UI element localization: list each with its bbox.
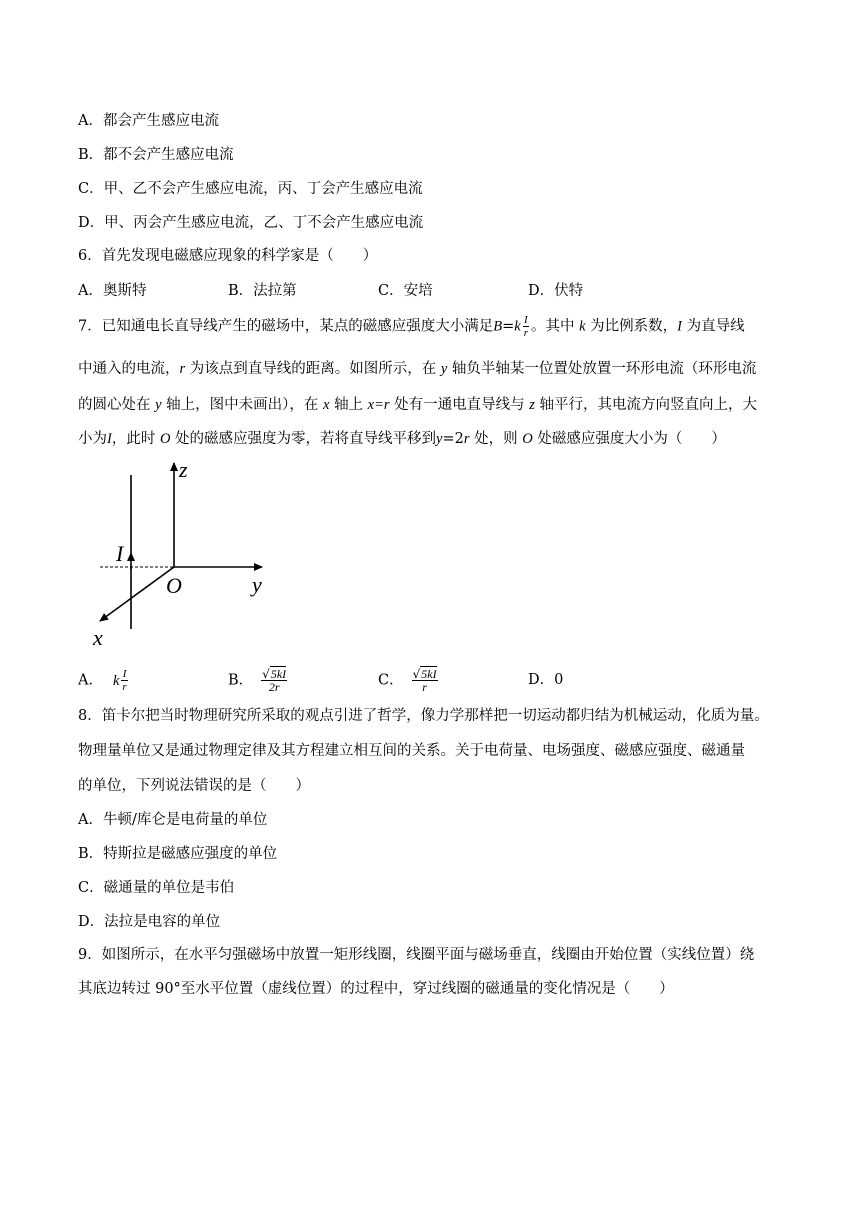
q6-stem: 6．首先发现电磁感应现象的科学家是（ ） — [78, 248, 378, 264]
q6-option-c: C．安培 — [378, 283, 433, 299]
q7-stem-line-2: 中通入的电流，r 为该点到直导线的距离。如图所示，在 y 轴负半轴某一位置处放置一环形电流（环形电流 — [78, 361, 757, 377]
q6-option-a: A．奥斯特 — [78, 283, 147, 299]
q7-option-a: A． k $\frac{I}{r}$ — [78, 668, 127, 693]
x-axis — [100, 567, 174, 621]
q8-option-a: A．牛顿/库仑是电荷量的单位 — [78, 812, 268, 828]
q8-option-d: D．法拉是电容的单位 — [78, 914, 221, 930]
q7-stem-line-3: 的圆心处在 y 轴上，图中未画出），在 x 轴上 x=r 处有一通电直导线与 z 轴平行，其电流方向竖直向上，大 — [78, 397, 758, 413]
q9-stem-line-1: 9．如图所示，在水平匀强磁场中放置一矩形线圈，线圈平面与磁场垂直，线圈由开始位置（实线位置）绕 — [78, 947, 755, 963]
q5-option-d: D．甲、丙会产生感应电流，乙、丁不会产生感应电流 — [78, 215, 424, 231]
y-axis-label: y — [252, 572, 262, 597]
q5-option-b: B．都不会产生感应电流 — [78, 147, 234, 163]
q8-option-c: C．磁通量的单位是韦伯 — [78, 880, 235, 896]
q7-option-d: D．0 — [528, 672, 564, 688]
q6-option-b: B．法拉第 — [228, 283, 297, 299]
q8-stem-line-1: 8．笛卡尔把当时物理研究所采取的观点引进了哲学，像力学那样把一切运动都归结为机械运动，化质为量。 — [78, 708, 769, 724]
current-label: I — [116, 541, 124, 566]
q7-option-b: B． $\frac{√5kI}{2r}$ — [228, 667, 287, 694]
q9-stem-line-2: 其底边转过 90°至水平位置（虚线位置）的过程中，穿过线圈的磁通量的变化情况是（ ） — [78, 981, 674, 997]
q8-stem-line-2: 物理量单位又是通过物理定律及其方程建立相互间的关系。关于电荷量、电场强度、磁感应强度、磁通量 — [78, 743, 745, 759]
q7-formula-fraction: $\frac{I}{r}$ — [523, 314, 528, 339]
q8-option-b: B．特斯拉是磁感应强度的单位 — [78, 846, 278, 862]
q7-option-c: C． $\frac{√5kI}{r}$ — [378, 667, 437, 694]
origin-label: O — [166, 573, 182, 598]
q8-stem-line-3: 的单位，下列说法错误的是（ ） — [78, 778, 310, 794]
q6-option-d: D．伏特 — [528, 283, 584, 299]
q7-axes-diagram — [80, 455, 290, 655]
q7-stem-line-1: 7．已知通电长直导线产生的磁场中，某点的磁感应强度大小满足B=k $\frac{I}{r}$ 。其中 k 为比例系数，I 为直导线 — [78, 314, 745, 339]
q7-stem-line-4: 小为I，此时 O 处的磁感应强度为零，若将直导线平移到y=2r 处，则 O 处磁感应强度大小为（ ） — [78, 431, 726, 447]
x-axis-label: x — [93, 625, 103, 650]
q5-option-a: A．都会产生感应电流 — [78, 113, 219, 129]
z-axis-label: z — [179, 457, 188, 482]
q5-option-c: C．甲、乙不会产生感应电流，丙、丁会产生感应电流 — [78, 181, 423, 197]
